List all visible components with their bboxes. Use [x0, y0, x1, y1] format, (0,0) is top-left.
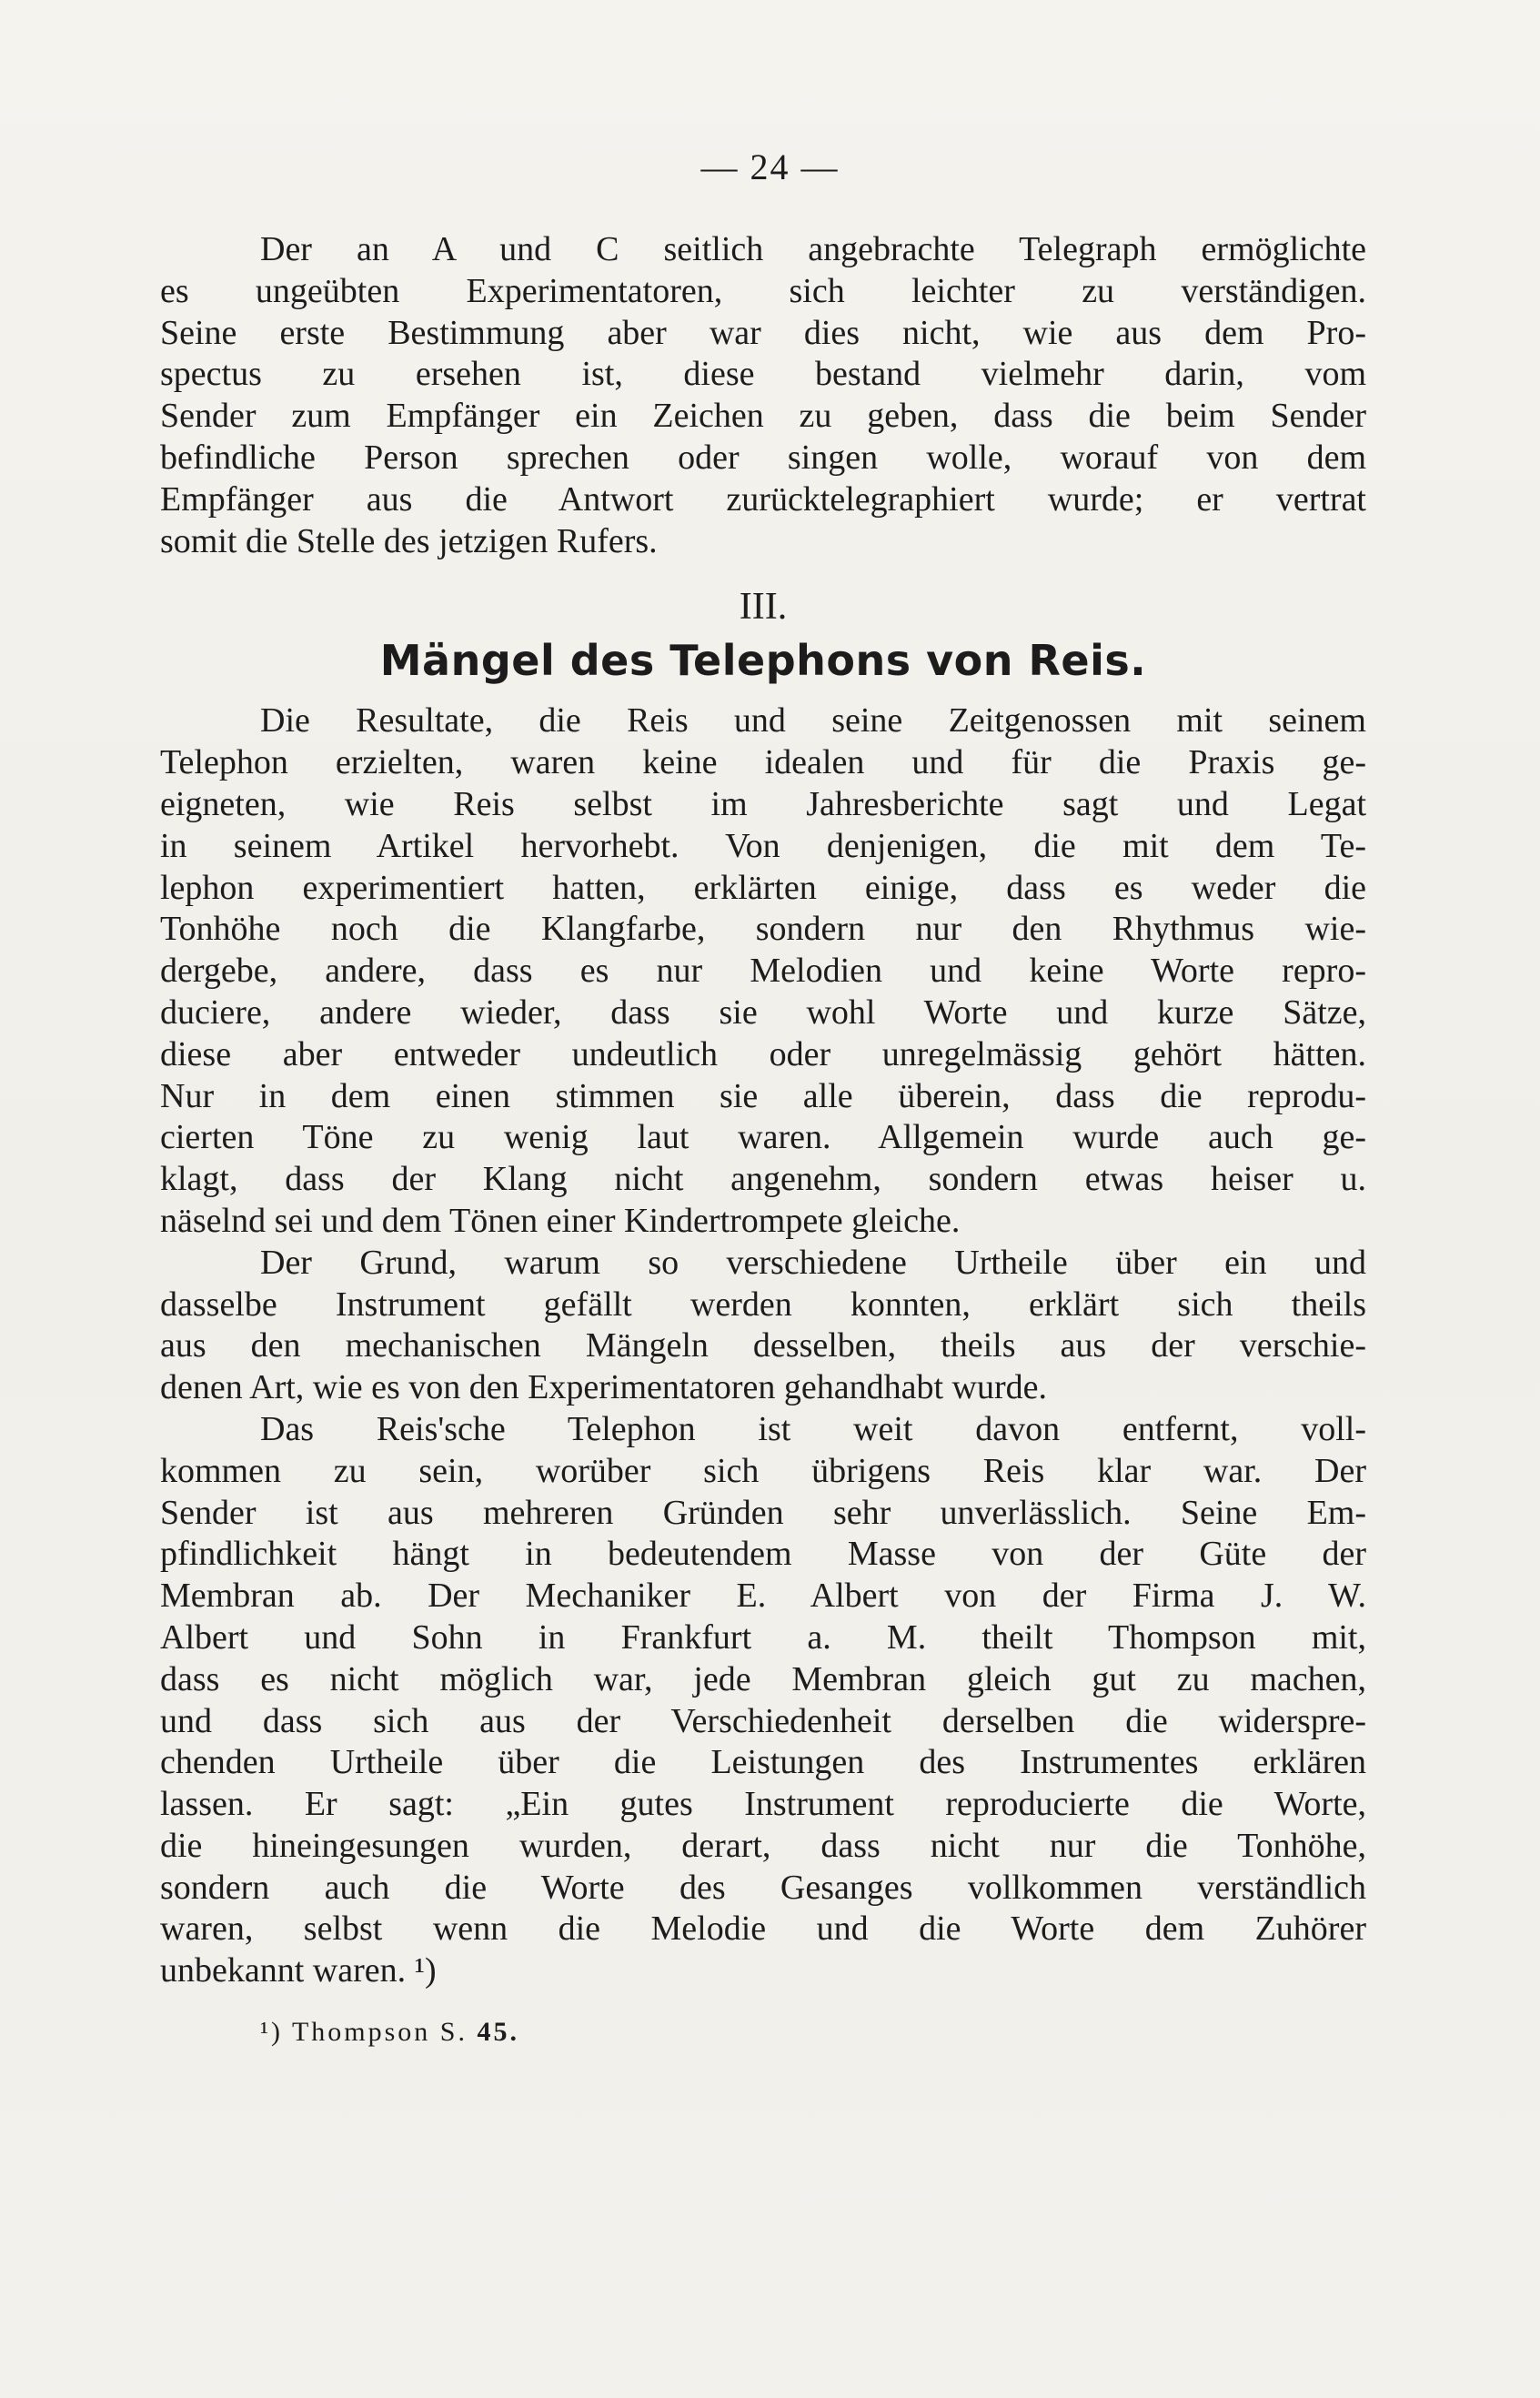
text-line: Empfänger aus die Antwort zurücktelegraphiert wurde; er vertrat	[160, 479, 1366, 519]
paragraph-telegraph	[160, 229, 1366, 562]
text-line: aus den mechanischen Mängeln desselben, theils aus der verschie-	[160, 1326, 1366, 1365]
text-line: Albert und Sohn in Frankfurt a. M. theilt Thompson mit,	[160, 1617, 1366, 1657]
text-line: waren, selbst wenn die Melodie und die Worte dem Zuhörer	[160, 1909, 1366, 1949]
footnote	[160, 2014, 1366, 2050]
text-line: die hineingesungen wurden, derart, dass nicht nur die Tonhöhe,	[160, 1826, 1366, 1865]
text-line: sondern auch die Worte des Gesanges vollkommen verständlich	[160, 1868, 1366, 1907]
footnote-text: Thompson S.	[291, 2017, 468, 2048]
text-line: unbekannt waren. ¹)	[160, 1951, 437, 1990]
text-line: Der Grund, warum so verschiedene Urtheile über ein und	[260, 1243, 1366, 1282]
text-column	[160, 229, 1366, 2050]
text-line: näselnd sei und dem Tönen einer Kindertrompete gleiche.	[160, 1201, 961, 1240]
text-line: Sender zum Empfänger ein Zeichen zu geben, dass die beim Sender	[160, 397, 1366, 436]
text-line: dasselbe Instrument gefällt werden konnten, erklärt sich theils	[160, 1285, 1366, 1324]
text-line: somit die Stelle des jetzigen Rufers.	[160, 521, 658, 560]
paragraph-results	[160, 700, 1366, 1242]
text-line: Der an A und C seitlich angebrachte Telegraph ermöglichte	[260, 230, 1366, 268]
text-line: cierten Töne zu wenig laut waren. Allgemein wurde auch ge-	[160, 1118, 1366, 1157]
text-line: Seine erste Bestimmung aber war dies nicht, wie aus dem Pro-	[160, 313, 1366, 352]
text-line: spectus zu ersehen ist, diese bestand vielmehr darin, vom	[160, 355, 1366, 394]
text-line: kommen zu sein, worüber sich übrigens Reis klar war. Der	[160, 1451, 1366, 1490]
text-line: Die Resultate, die Reis und seine Zeitgenossen mit seinem	[260, 701, 1366, 741]
text-line: in seinem Artikel hervorhebt. Von denjenigen, die mit dem Te-	[160, 826, 1366, 865]
text-line: chenden Urtheile über die Leistungen des Instrumentes erklären	[160, 1743, 1366, 1782]
text-line: dergebe, andere, dass es nur Melodien und keine Worte repro-	[160, 952, 1366, 991]
text-line: Sender ist aus mehreren Gründen sehr unverlässlich. Seine Em-	[160, 1493, 1366, 1532]
text-line: Telephon erzielten, waren keine idealen und für die Praxis ge-	[160, 743, 1366, 782]
section-title: Mängel des Telephons von Reis.	[379, 636, 1147, 686]
section-number: III.	[739, 586, 788, 629]
text-line: lephon experimentiert hatten, erklärten einige, dass es weder die	[160, 868, 1366, 907]
text-line: dass es nicht möglich war, jede Membran gleich gut zu machen,	[160, 1659, 1366, 1698]
paragraph-telephone-defects	[160, 1409, 1366, 1992]
text-line: klagt, dass der Klang nicht angenehm, sondern etwas heiser u.	[160, 1160, 1366, 1199]
paragraph-reason	[160, 1243, 1366, 1409]
text-line: Das Reis'sche Telephon ist weit davon entfernt, voll-	[260, 1409, 1366, 1448]
text-line: Tonhöhe noch die Klangfarbe, sondern nur den Rhythmus wie-	[160, 910, 1366, 949]
text-line: Nur in dem einen stimmen sie alle überein, dass die reprodu-	[160, 1076, 1366, 1115]
text-line: Membran ab. Der Mechaniker E. Albert von der Firma J. W.	[160, 1577, 1366, 1616]
text-line: duciere, andere wieder, dass sie wohl Worte und kurze Sätze,	[160, 992, 1366, 1032]
page-number: — 24 —	[700, 146, 840, 187]
footnote-marker: ¹)	[260, 2017, 283, 2048]
text-line: es ungeübten Experimentatoren, sich leichter zu verständigen.	[160, 271, 1366, 310]
text-line: eigneten, wie Reis selbst im Jahresberichte sagt und Legat	[160, 784, 1366, 823]
text-line: diese aber entweder undeutlich oder unregelmässig gehört hätten.	[160, 1034, 1366, 1073]
footnote-page: 45.	[477, 2017, 519, 2048]
text-line: pfindlichkeit hängt in bedeutendem Masse von der Güte der	[160, 1535, 1366, 1574]
text-line: und dass sich aus der Verschiedenheit derselben die widerspre-	[160, 1701, 1366, 1740]
text-line: denen Art, wie es von den Experimentatoren gehandhabt wurde.	[160, 1368, 1048, 1407]
text-line: befindliche Person sprechen oder singen wolle, worauf von dem	[160, 438, 1366, 477]
text-line: lassen. Er sagt: „Ein gutes Instrument reproducierte die Worte,	[160, 1785, 1366, 1824]
